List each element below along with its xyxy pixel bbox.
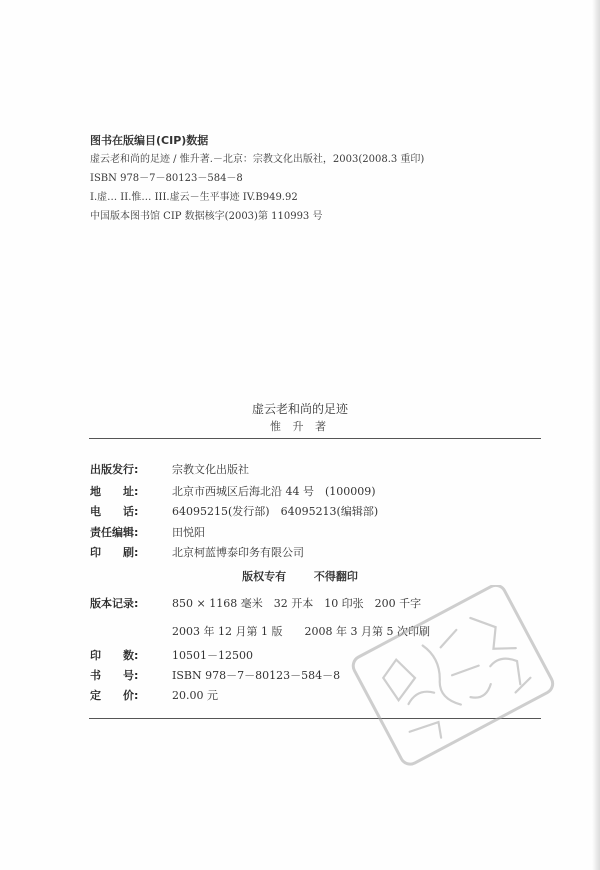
- seal-stamp-watermark: [345, 585, 565, 785]
- cip-heading: 图书在版编目(CIP)数据: [90, 134, 209, 147]
- record-address: [90, 482, 550, 502]
- cip-line-title: 虚云老和尚的足迹 / 惟升著.－北京：宗教文化出版社，2003(2008.3 重印): [90, 154, 425, 165]
- detail-label: 印 数:: [90, 649, 139, 662]
- detail-value: 10501－12500: [172, 649, 253, 662]
- detail-label: 定 价:: [90, 689, 139, 702]
- record-label: 电 话:: [90, 505, 139, 518]
- record-label: 地 址:: [90, 485, 139, 498]
- book-title: 虚云老和尚的足迹: [251, 402, 348, 416]
- record-printer: [90, 543, 550, 563]
- record-label: 责任编辑:: [90, 526, 139, 539]
- record-value: 北京市西城区后海北沿 44 号 (100009): [172, 485, 376, 498]
- edition-spec: 850 × 1168 毫米 32 开本 10 印张 200 千字: [172, 597, 422, 610]
- detail-value: ISBN 978－7－80123－584－8: [172, 669, 341, 682]
- cip-line-record-number: 中国版本图书馆 CIP 数据核字(2003)第 110993 号: [90, 211, 323, 222]
- record-label: 出版发行:: [90, 463, 139, 476]
- record-value: 田悦阳: [172, 526, 205, 539]
- page-edge-shadow: [592, 0, 600, 870]
- copyright-no-reprint: 不得翻印: [313, 570, 358, 583]
- record-value: 北京柯蓝博泰印务有限公司: [172, 546, 304, 559]
- book-author: 惟 升 著: [270, 420, 330, 433]
- record-publisher: [90, 460, 550, 480]
- record-value: 宗教文化出版社: [172, 463, 249, 476]
- cip-block: [90, 132, 570, 226]
- cip-line-classification: I.虚… II.惟… III.虚云－生平事迹 IV.B949.92: [90, 192, 298, 203]
- copyright-reserved: 版权专有: [242, 570, 287, 583]
- edition-label: 版本记录:: [90, 597, 139, 610]
- detail-label: 书 号:: [90, 669, 139, 682]
- record-phone: [90, 502, 550, 522]
- record-label: 印 刷:: [90, 546, 139, 559]
- edition-history: 2003 年 12 月第 1 版 2008 年 3 月第 5 次印刷: [172, 625, 430, 638]
- record-value: 64095215(发行部) 64095213(编辑部): [172, 505, 379, 518]
- cip-line-isbn: ISBN 978－7－80123－584－8: [90, 173, 243, 184]
- record-editor: [90, 523, 550, 543]
- copyright-notice: [0, 568, 600, 584]
- detail-value: 20.00 元: [172, 689, 218, 702]
- divider-top: [89, 438, 541, 439]
